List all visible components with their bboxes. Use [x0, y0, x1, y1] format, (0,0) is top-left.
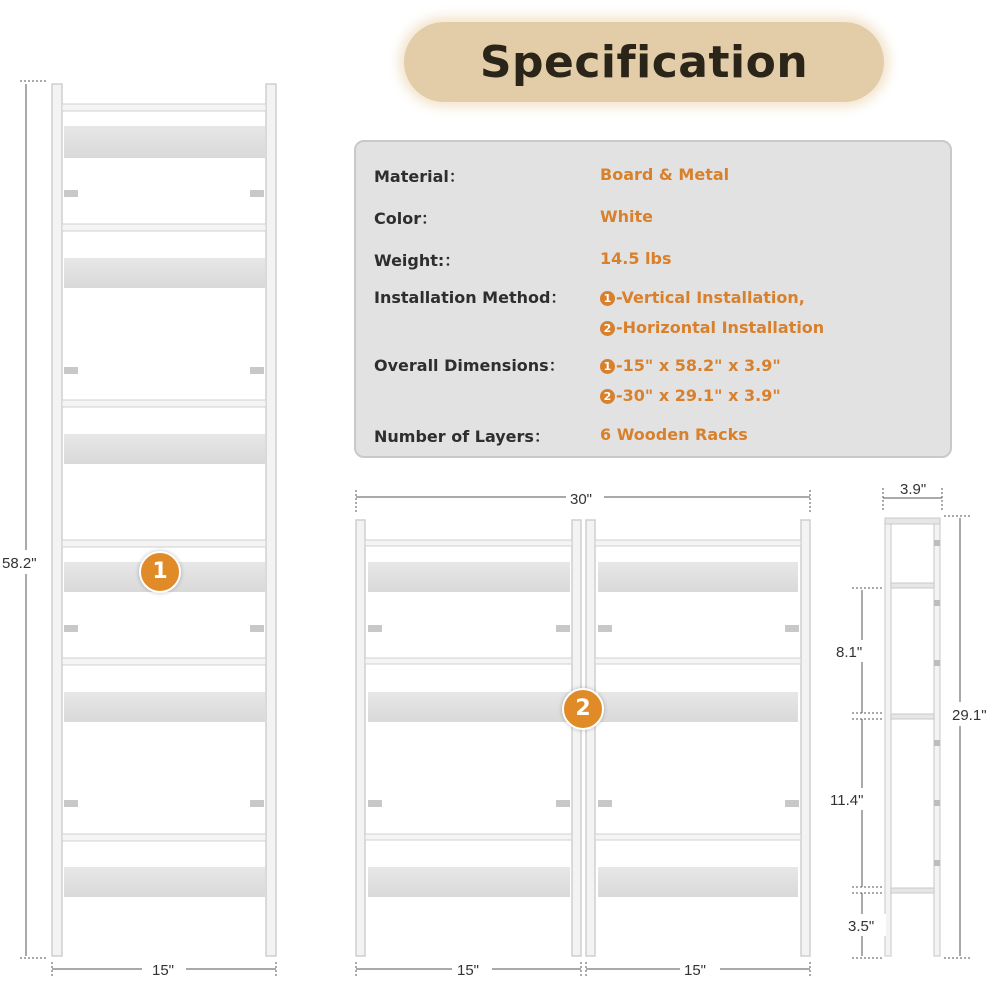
shelf-bar [595, 658, 801, 664]
number-1-icon: 1 [600, 359, 615, 374]
spec-label: Overall Dimensions： [374, 356, 565, 375]
side-view [828, 481, 998, 958]
spec-value: -Vertical Installation, [616, 288, 805, 307]
wooden-board [368, 692, 570, 722]
bracket [64, 800, 78, 807]
bracket [250, 367, 264, 374]
dimension-label: 29.1" [952, 707, 987, 724]
bracket [64, 367, 78, 374]
shelf-bar [885, 518, 940, 524]
shelf-bar [365, 834, 572, 840]
wooden-board [598, 562, 798, 592]
shelf-bar [365, 658, 572, 664]
bracket [250, 625, 264, 632]
shelf-bar [595, 540, 801, 546]
shelf-bar [62, 224, 266, 231]
page-title: Specification [479, 36, 809, 88]
wooden-board [64, 126, 265, 158]
spec-label: Installation Method： [374, 288, 567, 307]
bracket [598, 800, 612, 807]
spec-label: Weight:： [374, 251, 461, 270]
wooden-board [598, 867, 798, 897]
shelf-bar [891, 714, 934, 719]
bracket [250, 800, 264, 807]
dimension-label: 3.9" [900, 481, 927, 498]
bracket [368, 625, 382, 632]
dimension-label: 8.1" [836, 644, 863, 661]
wooden-board [64, 867, 265, 897]
wooden-board [368, 562, 570, 592]
spec-value: -15" x 58.2" x 3.9" [616, 356, 781, 375]
spec-label: Color： [374, 209, 438, 228]
peg [934, 660, 940, 666]
rack-post [885, 520, 891, 956]
rack-post [266, 84, 276, 956]
number-2-icon: 2 [600, 389, 615, 404]
spec-value: 6 Wooden Racks [600, 425, 748, 444]
spec-value: Board & Metal [600, 165, 730, 184]
number-1-icon: 1 [600, 291, 615, 306]
shelf-bar [62, 540, 266, 547]
bracket [556, 800, 570, 807]
rack-post [586, 520, 595, 956]
dimension-label: 15" [457, 962, 480, 979]
shelf-bar [365, 540, 572, 546]
shelf-bar [62, 658, 266, 665]
wooden-board [368, 867, 570, 897]
spec-label: Material： [374, 167, 465, 186]
bracket [785, 800, 799, 807]
bracket [556, 625, 570, 632]
dimension-label: 11.4" [830, 792, 864, 809]
vertical-rack [2, 81, 276, 980]
bracket [250, 190, 264, 197]
bracket [598, 625, 612, 632]
dimension-label: 3.5" [848, 918, 875, 935]
vertical-install-badge: 1 [139, 551, 181, 593]
dimension-label: 58.2" [2, 555, 37, 572]
rack-post [934, 520, 940, 956]
wooden-board [64, 258, 265, 288]
shelf-bar [891, 583, 934, 588]
shelf-bar [891, 888, 934, 893]
shelf-bar [595, 834, 801, 840]
peg [934, 740, 940, 746]
number-2-icon: 2 [600, 321, 615, 336]
spec-value: 14.5 lbs [600, 249, 672, 268]
rack-post [801, 520, 810, 956]
spec-value: -30" x 29.1" x 3.9" [616, 386, 781, 405]
dimension-label: 15" [152, 962, 175, 979]
bracket [368, 800, 382, 807]
shelf-bar [62, 104, 266, 111]
dimension-label: 30" [570, 491, 593, 508]
shelf-bar [62, 400, 266, 407]
horizontal-install-badge: 2 [562, 688, 604, 730]
peg [934, 860, 940, 866]
rack-post [356, 520, 365, 956]
wooden-board [598, 692, 798, 722]
horizontal-rack [356, 488, 810, 980]
peg [934, 800, 940, 806]
rack-post [52, 84, 62, 956]
spec-value: White [600, 207, 654, 226]
spec-value: -Horizontal Installation [616, 318, 825, 337]
bracket [64, 625, 78, 632]
rack-post [572, 520, 581, 956]
bracket [64, 190, 78, 197]
peg [934, 540, 940, 546]
spec-label: Number of Layers： [374, 427, 550, 446]
dimension-label: 15" [684, 962, 707, 979]
peg [934, 600, 940, 606]
wooden-board [64, 434, 265, 464]
shelf-bar [62, 834, 266, 841]
wooden-board [64, 692, 265, 722]
bracket [785, 625, 799, 632]
